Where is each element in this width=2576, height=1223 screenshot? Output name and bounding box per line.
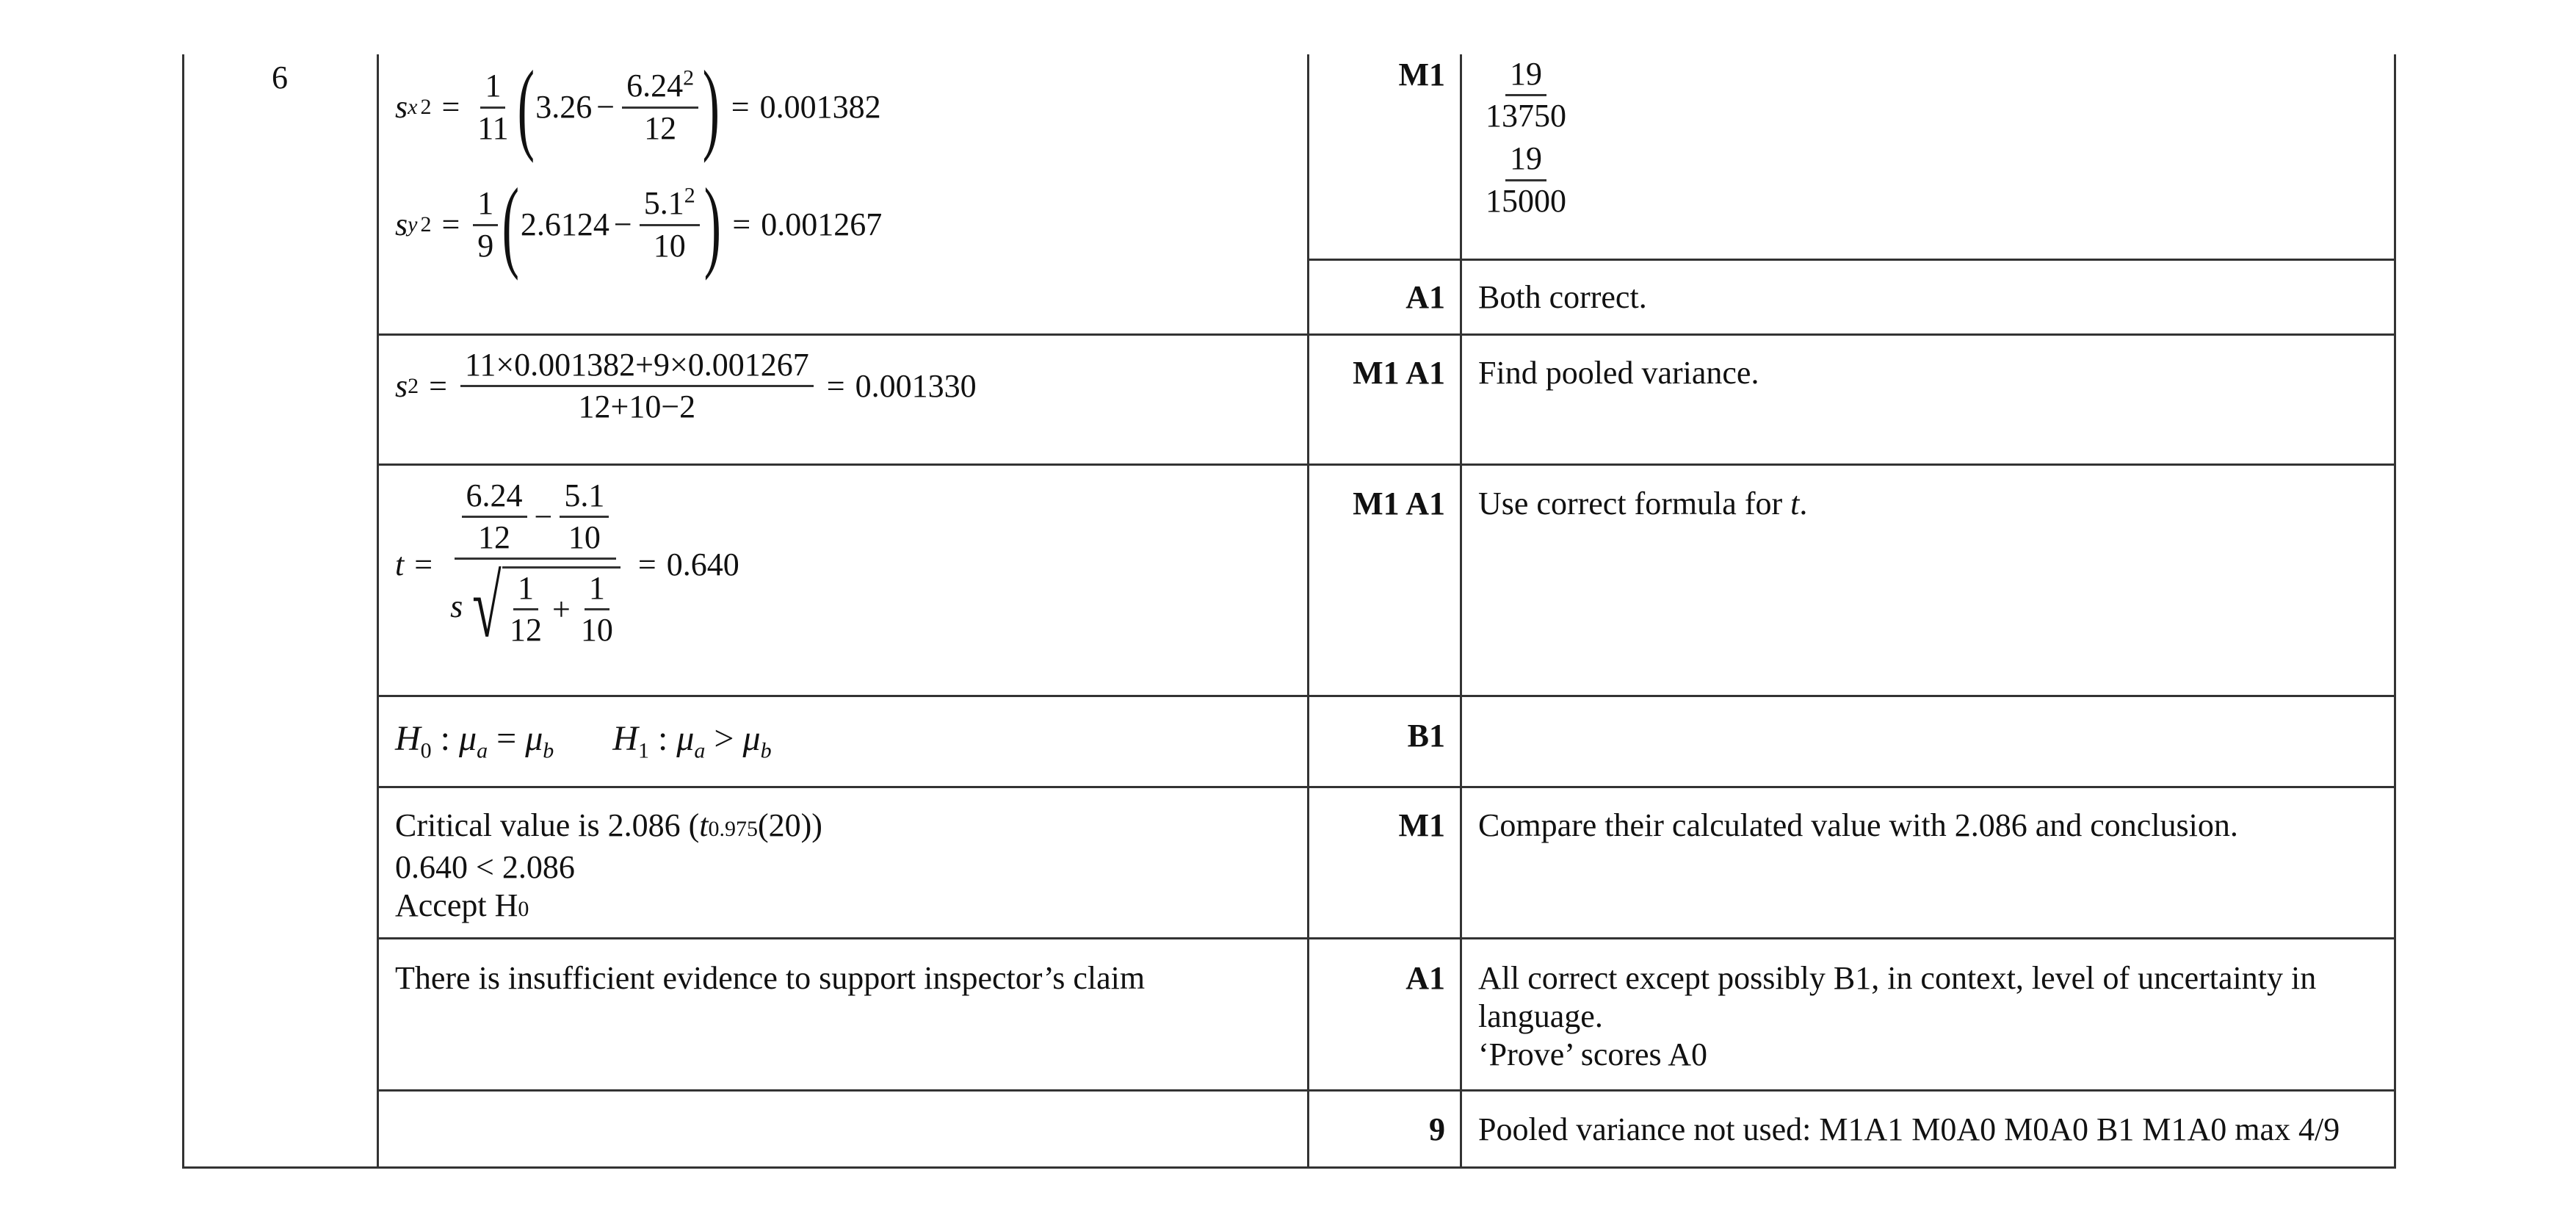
table-border-bottom bbox=[182, 1166, 2396, 1169]
sy-lhs: s bbox=[395, 206, 408, 242]
total-marks: 9 bbox=[1429, 1111, 1445, 1147]
t-lhs: t bbox=[395, 546, 405, 583]
mark-scheme-table bbox=[182, 50, 2396, 1169]
table-border-col2 bbox=[1307, 54, 1309, 1169]
sy-mean-fraction: $\frac{5.1^2}{10}$ bbox=[640, 187, 700, 262]
mark-row-3: M1 A1 bbox=[1353, 355, 1445, 391]
accept-line: Accept H0 bbox=[395, 887, 529, 923]
critical-value-block bbox=[395, 807, 822, 928]
guidance-row-6: Compare their calculated value with 2.086 and conclusion. bbox=[1478, 807, 2238, 843]
guidance-row-7: All correct except possibly B1, in context, level of uncertainty in language. ‘Prove’ scores A0 bbox=[1478, 960, 2317, 1072]
guidance-row-8: Pooled variance not used: M1A1 M0A0 M0A0 B1 M1A0 max 4/9 bbox=[1478, 1111, 2340, 1147]
t-sqrt: √ $\frac{1}{12}$ + $\frac{1}{10}$ bbox=[463, 563, 621, 651]
table-border-col1 bbox=[377, 54, 379, 1169]
question-number: 6 bbox=[272, 59, 288, 95]
table-border-col3 bbox=[1460, 54, 1462, 1169]
sx-sum: 3.26 bbox=[535, 89, 593, 125]
sx-result: 0.001382 bbox=[759, 89, 881, 125]
sx-coef-fraction: $\frac{1}{11}$ bbox=[477, 68, 509, 146]
t-result: 0.640 bbox=[666, 546, 739, 583]
row-divider bbox=[377, 463, 2396, 466]
sx-lhs: s bbox=[395, 89, 408, 125]
guidance-fraction-2: $\frac{19}{15000}$ bbox=[1486, 140, 1566, 219]
pooled-lhs: s bbox=[395, 367, 408, 404]
pooled-variance: s 2 = $\frac{11\times 0.001382+9\times 0.001267}{12+10-2}$ = 0.001330 bbox=[395, 347, 977, 425]
mark-row-7: A1 bbox=[1405, 960, 1445, 996]
guidance-row-2: Both correct. bbox=[1478, 279, 1647, 315]
comparison-line: 0.640 < 2.086 bbox=[395, 849, 575, 885]
pooled-fraction: $\frac{11\times 0.001382+9\times 0.001267}{12+10-2}$ bbox=[460, 348, 814, 424]
sy-coef-fraction: $\frac{1}{9}$ bbox=[473, 187, 498, 262]
row-divider bbox=[377, 695, 2396, 697]
hypotheses: $H_0$ : $\mu_a = \mu_b$ $H_1$ : $\mu_a > \mu_b$ bbox=[395, 719, 772, 763]
sample-variance-y: s y 2 = $\frac{1}{9}$ ( 2.6124 − $\frac{5.1^2}{10}$ ) = 0.001267 bbox=[395, 167, 883, 281]
guidance-row-3: Find pooled variance. bbox=[1478, 355, 1759, 391]
mark-row-5: B1 bbox=[1407, 718, 1445, 754]
row-divider bbox=[377, 937, 2396, 939]
guidance-fraction-1: $\frac{19}{13750}$ bbox=[1486, 56, 1566, 134]
row-divider bbox=[377, 333, 2396, 336]
sy-sum: 2.6124 bbox=[520, 206, 609, 242]
t-mean-a: $\frac{6.24}{12}$ bbox=[462, 479, 527, 555]
mark-row-1: M1 bbox=[1398, 57, 1445, 93]
pooled-result: 0.001330 bbox=[855, 367, 977, 404]
table-border-left bbox=[182, 54, 184, 1169]
mark-row-6: M1 bbox=[1398, 807, 1445, 843]
t-mean-b: $\frac{5.1}{10}$ bbox=[560, 479, 609, 555]
t-statistic: t = $\frac{6.24}{12}$ − $\frac{5.1}{10}$ s √ $\frac{1}{12}$ + $\frac{1}{10}$ = 0.640 bbox=[395, 477, 739, 656]
guidance-fractions bbox=[1478, 57, 1574, 218]
sx-mean-fraction: $\frac{6.24^2}{12}$ bbox=[622, 69, 698, 145]
t-fraction: $\frac{6.24}{12}$ − $\frac{5.1}{10}$ s √ $\frac{1}{12}$ + $\frac{1}{10}$ bbox=[446, 479, 625, 651]
t-s: s bbox=[450, 588, 463, 625]
mark-row-2: A1 bbox=[1405, 279, 1445, 315]
table-border-right bbox=[2394, 54, 2396, 1169]
mark-row-4: M1 A1 bbox=[1353, 486, 1445, 522]
sample-variance-x: s x 2 = $\frac{1}{11}$ ( 3.26 − $\frac{6.24^2}{12}$ ) = 0.001382 bbox=[395, 50, 881, 164]
critical-value-line: Critical value is 2.086 (t0.975(20)) bbox=[395, 807, 822, 843]
row-divider bbox=[377, 1089, 2396, 1092]
row-divider bbox=[1307, 259, 2396, 261]
row-divider bbox=[377, 786, 2396, 788]
conclusion: There is insufficient evidence to support inspector’s claim bbox=[395, 960, 1146, 996]
guidance-row-4: Use correct formula for t. bbox=[1478, 486, 1808, 522]
sy-result: 0.001267 bbox=[761, 206, 883, 242]
